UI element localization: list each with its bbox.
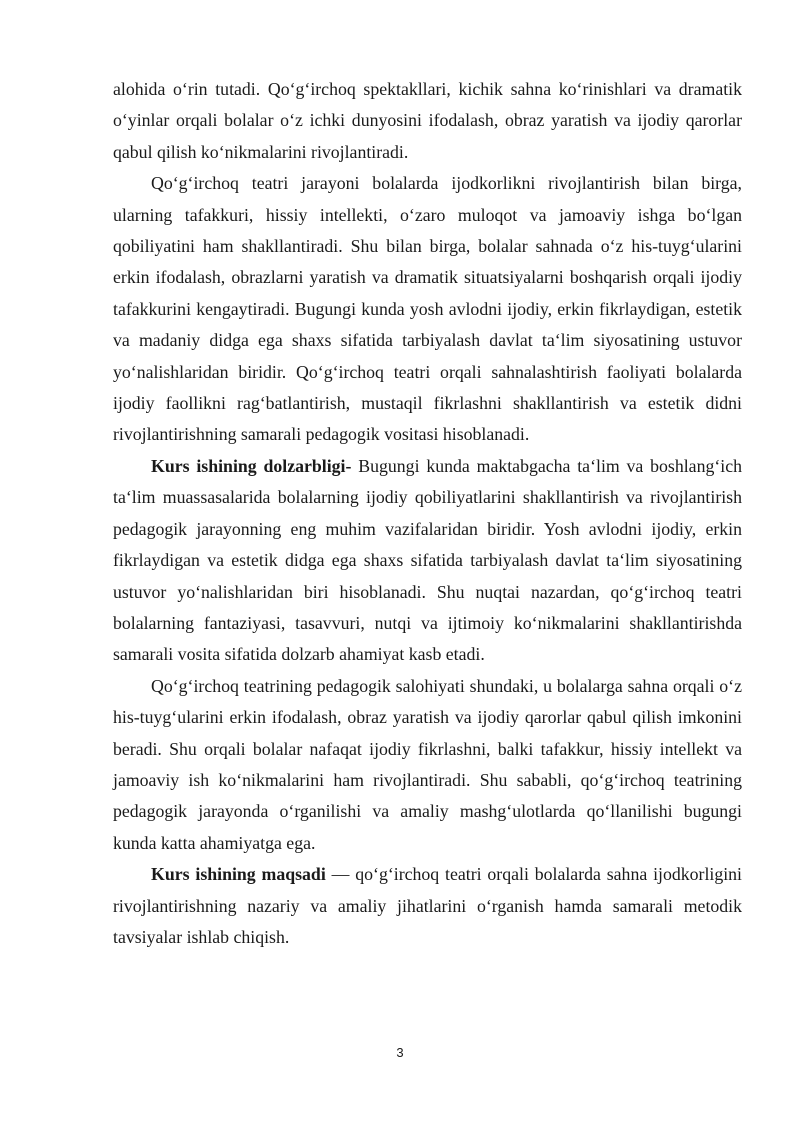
paragraph-text: — qo‘g‘irchoq teatri orqali bolalarda sahna ijodkorligini rivojlantirishning nazariy va amaliy jihatlarini o‘rganish hamda samarali metodik tavsiyalar ishlab chiqish.	[113, 864, 742, 947]
section-heading-goal: Kurs ishining maqsadi	[151, 864, 326, 885]
paragraph-text: Bugungi kunda maktabgacha ta‘lim va boshlang‘ich ta‘lim muassasalarida bolalarning ijodiy qobiliyatlarini shakllantirish va rivojlantirish pedagogik jarayonning eng muhim vazifalaridan biridir. Yosh avlodni ijodiy, erkin fikrlaydigan va estetik didga ega shaxs sifatida tarbiyalash davlat ta‘lim siyosatining ustuvor yo‘nalishlaridan biri hisoblanadi. Shu nuqtai nazardan, qo‘g‘irchoq teatri bolalarning fantaziyasi, tasavvuri, nutqi va ijtimoiy ko‘nikmalarini shakllantirishda samarali vosita sifatida dolzarb ahamiyat kasb etadi.	[113, 455, 743, 665]
paragraph-text: Qo‘g‘irchoq teatrining pedagogik salohiyati shundaki, u bolalarga sahna orqali o‘z his-tuyg‘ularini erkin ifodalash, obraz yaratish va ijodiy qarorlar qabul qilish imkonini beradi. Shu orqali bolalar nafaqat ijodiy fikrlashni, balki tafakkur, hissiy intellekt va jamoaviy ish ko‘nikmalarini ham rivojlantiradi. Shu sababli, qo‘g‘irchoq teatrining pedagogik jarayonda o‘rganilishi va amaliy mashg‘ulotlarda qo‘llanilishi bugungi kunda katta ahamiyatga ega.	[113, 675, 742, 853]
page-number: 3	[396, 1045, 404, 1060]
section-heading-relevance: Kurs ishining dolzarbligi-	[151, 455, 352, 476]
body-text	[113, 74, 742, 953]
paragraph-text: Qo‘g‘irchoq teatri jarayoni bolalarda ijodkorlikni rivojlantirish bilan birga, ularning tafakkuri, hissiy intellekti, o‘zaro muloqot va jamoaviy ishga bo‘lgan qobiliyatini ham shakllantiradi. Shu bilan birga, bolalar sahnada o‘z his-tuyg‘ularini erkin ifodalash, obrazlarni yaratish va dramatik situatsiyalarni boshqarish orqali ijodiy tafakkurini kengaytiradi. Bugungi kunda yosh avlodni ijodiy, erkin fikrlaydigan, estetik va madaniy didga ega shaxs sifatida tarbiyalash davlat ta‘lim siyosatining ustuvor yo‘nalishlaridan biridir. Qo‘g‘irchoq teatri orqali sahnalashtirish faoliyati bolalarda ijodiy faollikni rag‘batlantirish, mustaqil fikrlashni shakllantirish va estetik didni rivojlantirishning samarali pedagogik vositasi hisoblanadi.	[113, 173, 742, 445]
paragraph-continuation	[113, 74, 742, 168]
paragraph-goal	[113, 859, 742, 953]
paragraph-pedagogical-potential	[113, 671, 742, 859]
paragraph-text: alohida o‘rin tutadi. Qo‘g‘irchoq spektakllari, kichik sahna ko‘rinishlari va dramatik o‘yinlar orqali bolalar o‘z ichki dunyosini ifodalash, obraz yaratish va ijodiy qarorlar qabul qilish ko‘nikmalarini rivojlantiradi.	[113, 79, 742, 162]
paragraph-relevance	[113, 451, 742, 671]
paragraph-puppet-theatre-process	[113, 168, 742, 451]
